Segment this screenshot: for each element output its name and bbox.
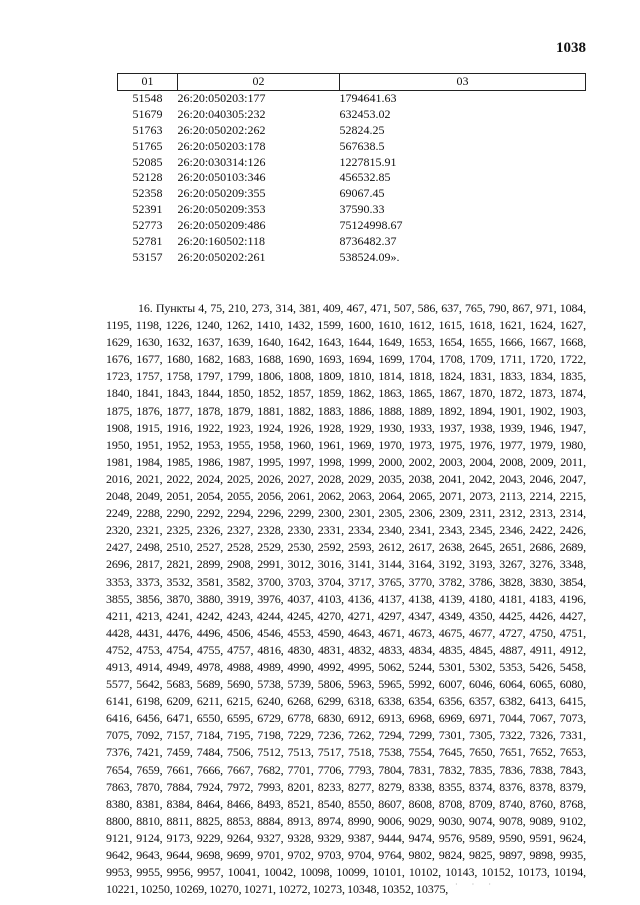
cadastral-number-cell: 26:20:050209:486	[177, 218, 266, 233]
cadastral-value-cell: 1794641.63	[339, 90, 397, 105]
object-number-cell: 53157	[132, 249, 163, 264]
cadastral-value-cell: 75124998.67	[339, 218, 403, 233]
cadastral-number-cell: 26:20:050209:353	[177, 202, 266, 217]
cadastral-number-cell: 26:20:050103:346	[177, 170, 266, 185]
object-number-cell: 52358	[132, 186, 163, 201]
object-number-cell: 52128	[132, 170, 163, 185]
object-number-cell: 51548	[132, 90, 163, 105]
cadastral-value-cell: 37590.33	[339, 202, 385, 217]
table-row	[118, 250, 586, 266]
cadastral-table	[117, 73, 586, 266]
table-header	[118, 74, 586, 91]
object-number-cell: 52773	[132, 218, 163, 233]
table-row	[118, 170, 586, 186]
column-header-01: 01	[118, 74, 178, 91]
table-row	[118, 155, 586, 171]
table-row	[118, 90, 586, 106]
column-header-03: 03	[340, 74, 586, 91]
cadastral-value-cell: 8736482.37	[339, 234, 397, 249]
cadastral-value-cell: 52824.25	[339, 122, 385, 137]
page-number: 1038	[556, 40, 586, 56]
table-row	[118, 218, 586, 234]
cadastral-number-cell: 26:20:050203:178	[177, 138, 266, 153]
table-header-row	[118, 74, 586, 91]
table-row	[118, 123, 586, 139]
table-row	[118, 107, 586, 123]
object-number-cell: 51765	[132, 138, 163, 153]
column-header-02: 02	[178, 74, 340, 91]
cadastral-number-cell: 26:20:030314:126	[177, 154, 266, 169]
cadastral-table-container	[117, 73, 585, 266]
cadastral-number-cell: 26:20:050209:355	[177, 186, 266, 201]
table-body	[118, 90, 586, 265]
object-number-cell: 52085	[132, 154, 163, 169]
object-number-cell: 51763	[132, 122, 163, 137]
table-row	[118, 186, 586, 202]
cadastral-number-cell: 26:20:160502:118	[177, 234, 266, 249]
cadastral-number-cell: 26:20:050202:261	[177, 249, 266, 264]
cadastral-value-cell: 456532.85	[339, 170, 391, 185]
scan-specks: · · ·	[455, 880, 497, 889]
cadastral-value-cell: 538524.09».	[339, 249, 400, 264]
table-row	[118, 234, 586, 250]
object-number-cell: 51679	[132, 106, 163, 121]
cadastral-value-cell: 632453.02	[339, 106, 391, 121]
amendment-paragraph-16: 16. Пункты 4, 75, 210, 273, 314, 381, 409, 467, 471, 507, 586, 637, 765, 790, 867, 971, 1084, 1195, 1198, 1226, 1240, 1262, 1410, 1432, 1599, 1600, 1610, 1612, 1615, 1618, 1621, 1624, 1627, 1629, 1630, 1632, 1637, 1639, 1640, 1642, 1643, 1644, 1649, 1653, 1654, 1655, 1666, 1667, 1668, 1676, 1677, 1680, 1682, 1683, 1688, 1690, 1693, 1694, 1699, 1704, 1708, 1709, 1711, 1720, 1722, 1723, 1757, 1758, 1797, 1799, 1806, 1808, 1809, 1810, 1814, 1818, 1824, 1831, 1833, 1834, 1835, 1840, 1841, 1843, 1844, 1850, 1852, 1857, 1859, 1862, 1863, 1865, 1867, 1870, 1872, 1873, 1874, 1875, 1876, 1877, 1878, 1879, 1881, 1882, 1883, 1886, 1888, 1889, 1892, 1894, 1901, 1902, 1903, 1908, 1915, 1916, 1922, 1923, 1924, 1926, 1928, 1929, 1930, 1933, 1937, 1938, 1939, 1946, 1947, 1950, 1951, 1952, 1953, 1955, 1958, 1960, 1961, 1969, 1970, 1973, 1975, 1976, 1977, 1979, 1980, 1981, 1984, 1985, 1986, 1987, 1995, 1997, 1998, 1999, 2000, 2002, 2003, 2004, 2008, 2009, 2011, 2016, 2021, 2022, 2024, 2025, 2026, 2027, 2028, 2029, 2035, 2038, 2041, 2042, 2043, 2046, 2047, 2048, 2049, 2051, 2054, 2055, 2056, 2061, 2062, 2063, 2064, 2065, 2071, 2073, 2113, 2214, 2215, 2249, 2288, 2290, 2292, 2294, 2296, 2299, 2300, 2301, 2305, 2306, 2309, 2311, 2312, 2313, 2314, 2320, 2321, 2325, 2326, 2327, 2328, 2330, 2331, 2334, 2340, 2341, 2343, 2345, 2346, 2422, 2426, 2427, 2498, 2510, 2527, 2528, 2529, 2530, 2592, 2593, 2612, 2617, 2638, 2645, 2651, 2686, 2689, 2696, 2817, 2821, 2899, 2908, 2991, 3012, 3016, 3141, 3144, 3164, 3192, 3193, 3267, 3276, 3348, 3353, 3373, 3532, 3581, 3582, 3700, 3703, 3704, 3717, 3765, 3770, 3782, 3786, 3828, 3830, 3854, 3855, 3856, 3870, 3880, 3919, 3976, 4037, 4103, 4136, 4137, 4138, 4139, 4180, 4181, 4183, 4196, 4211, 4213, 4241, 4242, 4243, 4244, 4245, 4270, 4271, 4297, 4347, 4349, 4350, 4425, 4426, 4427, 4428, 4431, 4476, 4496, 4506, 4546, 4553, 4590, 4643, 4671, 4673, 4675, 4677, 4727, 4750, 4751, 4752, 4753, 4754, 4755, 4757, 4816, 4830, 4831, 4832, 4833, 4834, 4835, 4845, 4887, 4911, 4912, 4913, 4914, 4949, 4978, 4988, 4989, 4990, 4992, 4995, 5062, 5244, 5301, 5302, 5353, 5426, 5458, 5577, 5642, 5683, 5689, 5690, 5738, 5739, 5806, 5963, 5965, 5992, 6007, 6046, 6064, 6065, 6080, 6141, 6198, 6209, 6211, 6215, 6240, 6268, 6299, 6318, 6338, 6354, 6356, 6357, 6382, 6413, 6415, 6416, 6456, 6471, 6550, 6595, 6729, 6778, 6830, 6912, 6913, 6968, 6969, 6971, 7044, 7067, 7073, 7075, 7092, 7157, 7184, 7195, 7198, 7229, 7236, 7262, 7294, 7299, 7301, 7305, 7322, 7326, 7331, 7376, 7421, 7459, 7484, 7506, 7512, 7513, 7517, 7518, 7538, 7554, 7645, 7650, 7651, 7652, 7653, 7654, 7659, 7661, 7666, 7667, 7682, 7701, 7706, 7793, 7804, 7831, 7832, 7835, 7836, 7838, 7843, 7863, 7870, 7884, 7924, 7972, 7993, 8201, 8233, 8277, 8279, 8338, 8355, 8374, 8376, 8378, 8379, 8380, 8381, 8384, 8464, 8466, 8493, 8521, 8540, 8550, 8607, 8608, 8708, 8709, 8740, 8760, 8768, 8800, 8810, 8811, 8825, 8853, 8884, 8913, 8974, 8990, 9006, 9029, 9030, 9074, 9078, 9089, 9102, 9121, 9124, 9173, 9229, 9264, 9327, 9328, 9329, 9387, 9444, 9474, 9576, 9589, 9590, 9591, 9624, 9642, 9643, 9644, 9698, 9699, 9701, 9702, 9703, 9704, 9764, 9802, 9824, 9825, 9897, 9898, 9935, 9953, 9955, 9956, 9957, 10041, 10042, 10098, 10099, 10101, 10102, 10143, 10152, 10173, 10194, 10221, 10250, 10269, 10270, 10271, 10272, 10273, 10348, 10352, 10375,	[106, 301, 586, 897]
cadastral-value-cell: 1227815.91	[339, 154, 397, 169]
cadastral-number-cell: 26:20:050202:262	[177, 122, 266, 137]
cadastral-value-cell: 567638.5	[339, 138, 385, 153]
object-number-cell: 52781	[132, 234, 163, 249]
object-number-cell: 52391	[132, 202, 163, 217]
cadastral-number-cell: 26:20:050203:177	[177, 90, 266, 105]
table-row	[118, 139, 586, 155]
cadastral-value-cell: 69067.45	[339, 186, 385, 201]
table-row	[118, 202, 586, 218]
cadastral-number-cell: 26:20:040305:232	[177, 106, 266, 121]
